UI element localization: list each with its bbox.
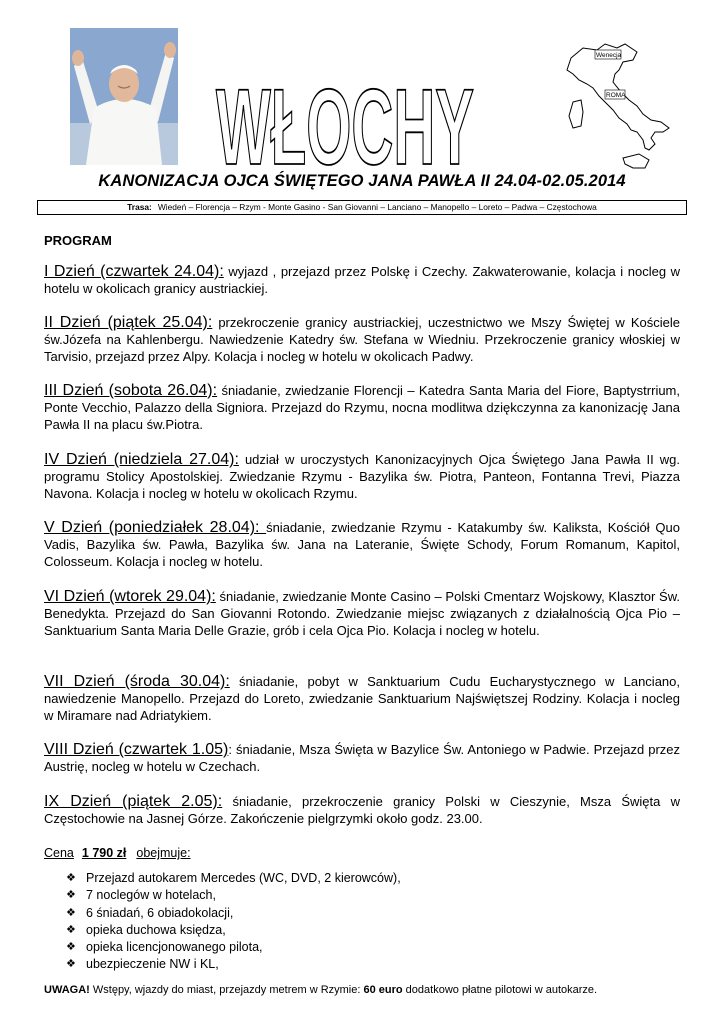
sardinia-outline	[569, 100, 583, 128]
day-text: śniadanie, zwiedzanie Florencji – Katedra Santa Maria del Fiore, Baptystrrium, Ponte Vecchio, Palazzo della Signiora. Przejazd do Rzymu, nocna modlitwa dziękczynna za kanonizację Jana Pawła II na placu św.Piotra.	[44, 383, 680, 432]
day-title: V Dzień (poniedziałek 28.04):	[44, 519, 267, 536]
subtitle: KANONIZACJA OJCA ŚWIĘTEGO JANA PAWŁA II 24.04-02.05.2014	[98, 172, 626, 190]
day-title: II Dzień (piątek 25.04):	[44, 314, 213, 331]
day-7	[44, 673, 680, 724]
day-title: VIII Dzień (czwartek 1.05)	[44, 741, 229, 758]
map-label-rome: ROMA	[606, 92, 626, 99]
list-item	[66, 956, 401, 973]
list-item-text: opieka licencjonowanego pilota,	[86, 940, 263, 955]
note-amount: 60 euro	[363, 984, 403, 996]
day-2	[44, 314, 680, 365]
day-8	[44, 741, 680, 775]
price-label: Cena	[44, 846, 74, 860]
note-line	[44, 984, 597, 996]
pope-photo	[70, 28, 178, 165]
map-label-venice: Wenecja	[596, 52, 622, 59]
list-item-text: 7 noclegów w hotelach,	[86, 888, 216, 903]
list-item	[66, 870, 401, 887]
list-item	[66, 922, 401, 939]
route-box	[37, 200, 687, 215]
day-text: przekroczenie granicy austriackiej, uczestnictwo we Mszy Świętej w Kościele św.Józefa na Kahlenbergu. Nawiedzenie Katedry św. Stefana w Wiedniu. Przekroczenie granicy włoskiej w Tarvisio, przejazd przez Alpy. Kolacja i nocleg w hotelu w okolicach Padwy.	[44, 315, 680, 364]
program-heading: PROGRAM	[44, 233, 112, 248]
day-3	[44, 382, 680, 433]
day-title: VI Dzień (wtorek 29.04):	[44, 588, 216, 605]
diamond-bullet-icon: ❖	[66, 941, 76, 954]
included-list	[66, 870, 401, 974]
list-item	[66, 887, 401, 904]
day-text: śniadanie, zwiedzanie Monte Casino – Polski Cmentarz Wojskowy, Klasztor Św. Benedykta. Przejazd do San Giovanni Rotondo. Zwiedzanie miejsc związanych z działalnością Ojca Pio – Sanktuarium Santa Maria Delle Grazie, grób i cela Ojca Pio. Kolacja i nocleg w hotelu.	[44, 589, 681, 638]
price-line	[44, 846, 191, 860]
route-text: Wiedeń – Florencja – Rzym - Monte Gasino - San Giovanni – Lanciano – Manopello – Loreto – Padwa – Częstochowa	[157, 202, 597, 212]
list-item-text: opieka duchowa księdza,	[86, 922, 226, 937]
title-text: WŁOCHY	[215, 66, 474, 170]
note-text-1: Wstępy, wjazdy do miast, przejazdy metrem w Rzymie:	[89, 984, 364, 996]
day-title: VII Dzień (środa 30.04):	[44, 673, 230, 690]
day-title: IV Dzień (niedziela 27.04):	[44, 451, 239, 468]
diamond-bullet-icon: ❖	[66, 872, 76, 884]
diamond-bullet-icon: ❖	[66, 906, 76, 919]
day-4	[44, 451, 680, 502]
note-label: UWAGA!	[44, 984, 90, 996]
day-text: śniadanie, zwiedzanie Rzymu - Katakumby św. Kaliksta, Kościół Quo Vadis, Bazylika św. Pawła, Bazylika św. Jana na Lateranie, Święte Schody, Forum Romanum, Kapitol, Colosseum. Kolacja i nocleg w hotelu.	[44, 520, 680, 569]
italy-map	[553, 40, 683, 188]
day-text: udział w uroczystych Kanonizacyjnych Ojca Świętego Jana Pawła II wg. programu Stolicy Apostolskiej. Zwiedzanie Rzymu - Bazylika św. Piotra, Panteon, Fontanna Trevi, Piazza Navona. Kolacja i nocleg w hotelu w okolicach Rzymu.	[44, 452, 681, 501]
note-text-2: dodatkowo płatne pilotowi w autokarze.	[402, 984, 598, 996]
day-5	[44, 519, 680, 570]
day-text: : śniadanie, Msza Święta w Bazylice Św. Antoniego w Padwie. Przejazd przez Austrię, nocleg w hotelu w Czechach.	[44, 742, 681, 774]
price-suffix: obejmuje:	[136, 846, 191, 860]
day-title: IX Dzień (piątek 2.05):	[44, 793, 223, 810]
diamond-bullet-icon: ❖	[66, 889, 76, 902]
list-item-text: Przejazd autokarem Mercedes (WC, DVD, 2 kierowców),	[86, 871, 401, 885]
day-title: I Dzień (czwartek 24.04):	[44, 263, 224, 280]
day-1	[44, 263, 680, 297]
day-text: śniadanie, pobyt w Sanktuarium Cudu Eucharystycznego w Lanciano, nawiedzenie Manopello. Przejazd do Loreto, zwiedzanie Sanktuarium Najświętszej Rodziny. Kolacja i nocleg w Miramare nad Adriatykiem.	[44, 674, 680, 723]
day-text: wyjazd , przejazd przez Polskę i Czechy. Zakwaterowanie, kolacja i nocleg w hotelu w okolicach granicy austriackiej.	[44, 264, 680, 296]
title-wlochy	[214, 58, 476, 170]
price-amount: 1 790 zł	[81, 846, 127, 860]
sicily-outline	[623, 154, 649, 168]
diamond-bullet-icon: ❖	[66, 958, 76, 971]
list-item	[66, 905, 401, 922]
day-6	[44, 588, 680, 639]
diamond-bullet-icon: ❖	[66, 923, 76, 936]
route-label: Trasa:	[127, 202, 152, 212]
list-item-text: ubezpieczenie NW i KL,	[86, 957, 219, 972]
list-item	[66, 939, 401, 956]
day-text: śniadanie, przekroczenie granicy Polski w Cieszynie, Msza Święta w Częstochowie na Jasnej Górze. Zakończenie pielgrzymki około godz. 23.00.	[44, 794, 681, 826]
day-title: III Dzień (sobota 26.04):	[44, 382, 218, 399]
day-9	[44, 793, 680, 827]
list-item-text: 6 śniadań, 6 obiadokolacji,	[86, 905, 234, 920]
